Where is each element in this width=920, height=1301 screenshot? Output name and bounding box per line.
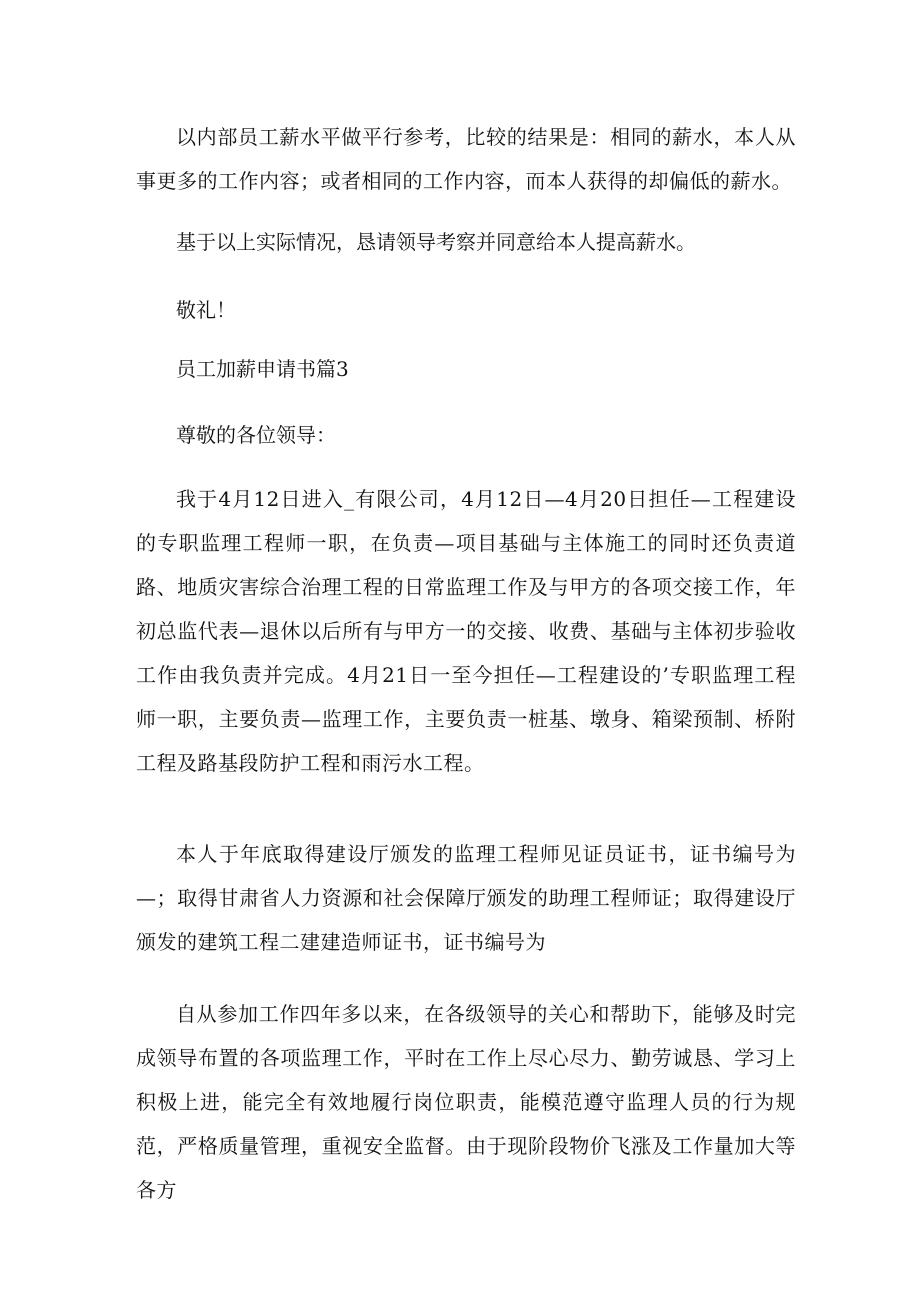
salutation-opening: 尊敬的各位领导： [176, 423, 336, 447]
paragraph-certificates: 本人于年底取得建设厅颁发的监理工程师见证员证书，证书编号为—；取得甘肃省人力资源和社会保障厅颁发的助理工程师证；取得建设厅颁发的建筑工程二建建造师证书，证书编号为 [136, 842, 796, 954]
paragraph-performance: 自从参加工作四年多以来，在各级领导的关心和帮助下，能够及时完成领导布置的各项监理工作，平时在工作上尽心尽力、勤劳诚恳、学习上积极上进，能完全有效地履行岗位职责，能模范遵守监理人员的行为规范，严格质量管理，重视安全监督。由于现阶段物价飞涨及工作量加大等各方 [136, 1002, 796, 1202]
section-heading: 员工加薪申请书篇3 [176, 357, 349, 381]
paragraph-work-history: 我于4月12日进入_有限公司，4月12日—4月20日担任—工程建设的专职监理工程师一职，在负责—项目基础与主体施工的同时还负责道路、地质灾害综合治理工程的日常监理工作及与甲方的各项交接工作，年初总监代表—退休以后所有与甲方一的交接、收费、基础与主体初步验收工作由我负责并完成。4月21日一至今担任—工程建设的’专职监理工程师一职，主要负责—监理工作，主要负责一桩基、墩身、箱梁预制、桥附工程及路基段防护工程和雨污水工程。 [136, 487, 796, 775]
paragraph-request: 基于以上实际情况，恳请领导考察并同意给本人提高薪水。 [176, 230, 696, 254]
paragraph-salary-comparison: 以内部员工薪水平做平行参考，比较的结果是：相同的薪水，本人从事更多的工作内容；或者相同的工作内容，而本人获得的却偏低的薪水。 [136, 125, 796, 193]
salutation-closing: 敬礼！ [176, 298, 236, 322]
